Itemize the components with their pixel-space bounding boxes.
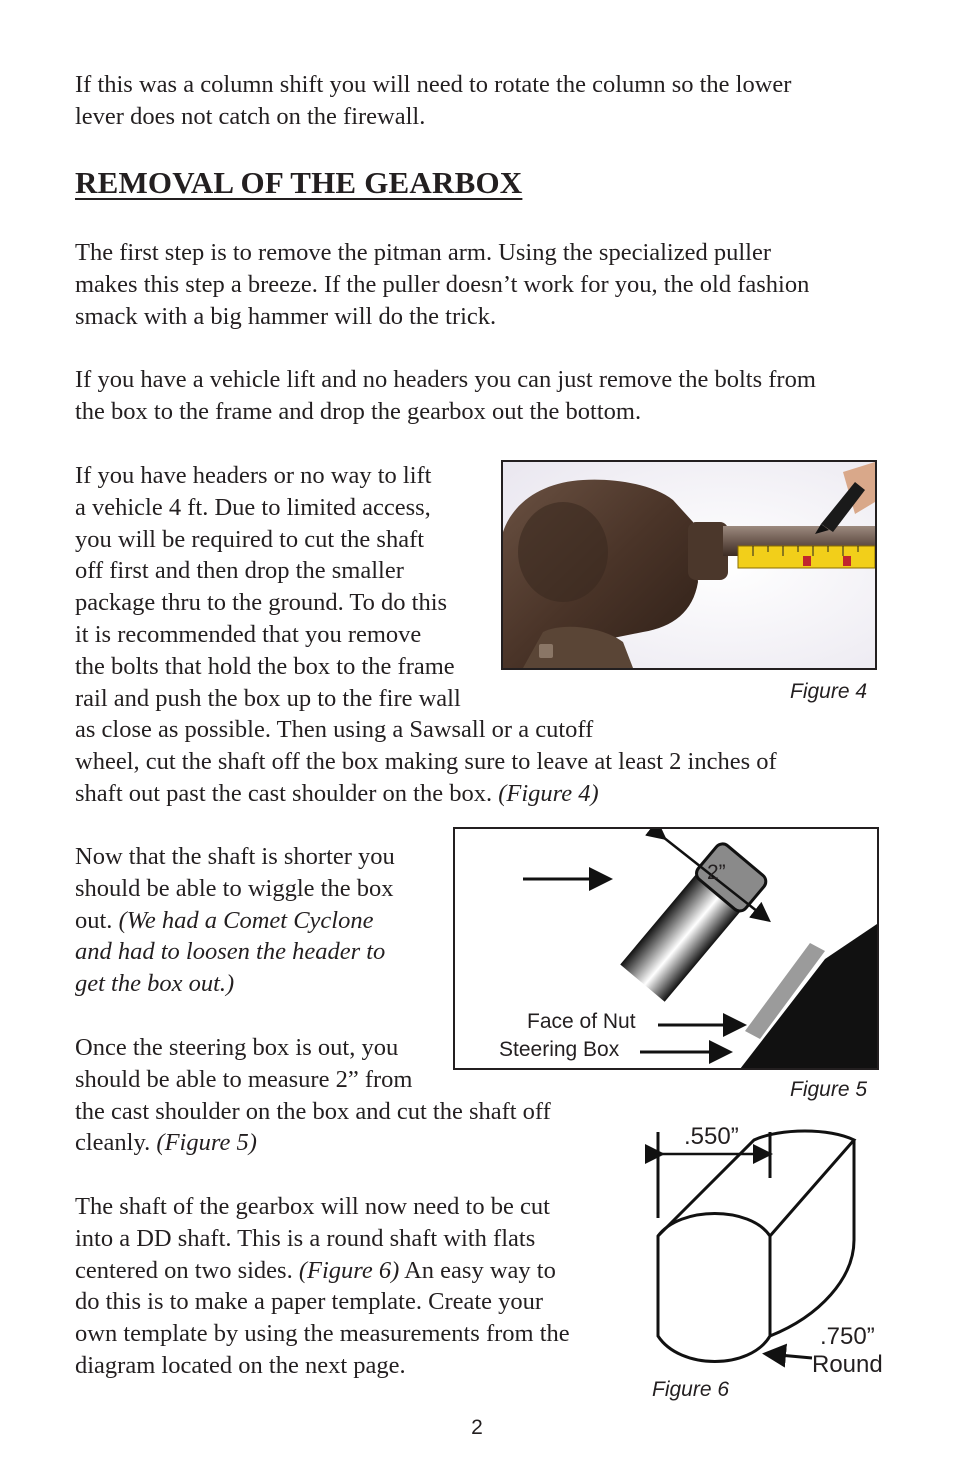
figure-5-diagram [453, 827, 879, 1070]
round-dimension-label: .750” [820, 1323, 875, 1350]
text-line: An easy way to [404, 1256, 556, 1284]
text-line: the box to the frame and drop the gearbox out the bottom. [75, 397, 642, 425]
text-line: shaft out past the cast shoulder on the box. [75, 779, 493, 807]
text-line: smack with a big hammer will do the trick. [75, 302, 497, 330]
text-line: you will be required to cut the shaft [75, 525, 425, 553]
face-of-nut-label: Face of Nut [527, 1010, 636, 1033]
text-line: off first and then drop the smaller [75, 557, 404, 585]
text-line: package thru to the ground. To do this [75, 589, 448, 617]
text-line: If you have headers or no way to lift [75, 462, 432, 489]
text-line: wheel, cut the shaft off the box making sure to leave at least 2 inches of [75, 748, 777, 776]
text-line: the cast shoulder on the box and cut the shaft off [75, 1097, 551, 1125]
gearbox-photo-illustration [503, 462, 875, 668]
paragraph-pitman-arm [75, 237, 809, 332]
text-line: it is recommended that you remove [75, 620, 422, 648]
flat-dimension-label: .550” [684, 1123, 739, 1150]
text-line: should be able to wiggle the box [75, 874, 394, 902]
text-line: rail and push the box up to the fire wall [75, 684, 461, 712]
text-line: into a DD shaft. This is a round shaft with flats [75, 1224, 536, 1252]
paragraph-dd-shaft [75, 1191, 570, 1382]
figure-reference: (Figure 4) [498, 779, 599, 807]
figure-4-photo [501, 460, 877, 670]
intro-paragraph [75, 69, 791, 133]
figure-5-caption: Figure 5 [790, 1078, 868, 1101]
text-line: Once the steering box is out, you [75, 1034, 399, 1061]
round-word-label: Round [812, 1351, 883, 1378]
text-line-italic: (We had a Comet Cyclone [118, 906, 374, 934]
text-line-italic: and had to loosen the header to [75, 938, 386, 966]
dimension-label: 2” [707, 861, 726, 884]
paragraph-vehicle-lift [75, 364, 816, 428]
figure-6-caption: Figure 6 [652, 1378, 730, 1401]
text-line: Now that the shaft is shorter you [75, 843, 395, 870]
text-line: diagram located on the next page. [75, 1351, 406, 1379]
section-heading: REMOVAL OF THE GEARBOX [75, 165, 523, 200]
text-line: The shaft of the gearbox will now need to be cut [75, 1193, 550, 1220]
text-line: The first step is to remove the pitman arm. Using the specialized puller [75, 239, 772, 266]
text-line: makes this step a breeze. If the puller doesn’t work for you, the old fashion [75, 270, 810, 298]
paragraph-wiggle-box [75, 841, 395, 1000]
text-line: lever does not catch on the firewall. [75, 102, 426, 130]
shaft-cut-diagram [455, 829, 877, 1068]
text-line: cleanly. [75, 1129, 151, 1157]
text-line: If this was a column shift you will need to rotate the column so the lower [75, 71, 792, 98]
figure-reference: (Figure 5) [156, 1129, 257, 1157]
text-line: centered on two sides. [75, 1256, 293, 1284]
page-number: 2 [471, 1416, 483, 1439]
text-line-italic: get the box out.) [75, 970, 235, 998]
text-line: own template by using the measurements from the [75, 1320, 570, 1348]
text-line: the bolts that hold the box to the frame [75, 652, 455, 680]
text-line: out. [75, 906, 113, 934]
text-line: should be able to measure 2” from [75, 1065, 413, 1093]
text-line: do this is to make a paper template. Create your [75, 1288, 544, 1316]
text-line: as close as possible. Then using a Sawsall or a cutoff [75, 716, 594, 744]
text-line: a vehicle 4 ft. Due to limited access, [75, 493, 431, 521]
text-line: If you have a vehicle lift and no headers you can just remove the bolts from [75, 366, 816, 393]
figure-6-diagram [640, 1118, 910, 1380]
figure-4-caption: Figure 4 [790, 680, 868, 703]
steering-box-label: Steering Box [499, 1038, 620, 1061]
figure-reference: (Figure 6) [298, 1256, 400, 1284]
